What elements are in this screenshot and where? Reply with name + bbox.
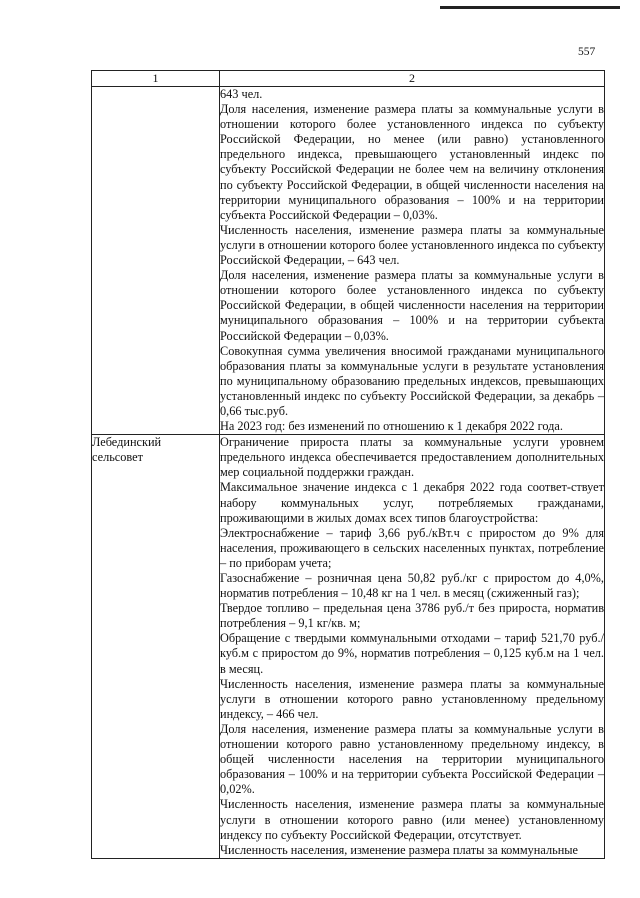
paragraph: Ограничение прироста платы за коммунальные услуги уровнем предельного индекса обеспечивается предоставлением дополнительных мер социальной поддержки граждан. <box>220 435 604 480</box>
table-row <box>92 87 605 435</box>
municipality-name-cell: Лебединский сельсовет <box>92 435 220 859</box>
table-row <box>92 435 605 859</box>
table-header-row <box>92 71 605 87</box>
paragraph: Газоснабжение – розничная цена 50,82 руб./кг с приростом до 4,0%, норматив потребления – 10,48 кг на 1 чел. в месяц (сжиженный газ); <box>220 571 604 601</box>
description-cell <box>220 87 605 435</box>
paragraph: Совокупная сумма увеличения вносимой гражданами муниципального образования платы за коммунальные услуги в результате установления по муниципальному образованию предельных индексов, превышающих установленный индекс по субъекту Российской Федерации, за декабрь – 0,66 тыс.руб. <box>220 343 604 418</box>
paragraph: Доля населения, изменение размера платы за коммунальные услуги в отношении которого более установленного индекса по субъекту Российской Федерации, в общей численности населения на территории муниципального образования – 100% и на территории субъекта Российской Федерации – 0,03%. <box>220 268 604 343</box>
paragraph: Доля населения, изменение размера платы за коммунальные услуги в отношении которого более установленного индекса по субъекту Российской Федерации, но менее (или равно) установленного предельного индекса, превышающего установленный индекс по субъекту Российской Федерации не более чем на величину отклонения по субъекту Российской Федерации, в общей численности населения на территории муниципального образования – 100% и на территории субъекта Российской Федерации – 0,03%. <box>220 102 604 222</box>
paragraph: Максимальное значение индекса с 1 декабря 2022 года соответ-ствует набору коммунальных услуг, потребляемых гражданами, проживающими в жилых домах всех типов благоустройства: <box>220 480 604 525</box>
document-table <box>91 70 605 859</box>
paragraph: Численность населения, изменение размера платы за коммунальные услуги в отношении которого равно (или менее) установленному индексу по субъекту Российской Федерации, отсутствует. <box>220 797 604 842</box>
description-cell <box>220 435 605 859</box>
paragraph: На 2023 год: без изменений по отношению к 1 декабря 2022 года. <box>220 419 563 434</box>
paragraph: Твердое топливо – предельная цена 3786 руб./т без прироста, норматив потребления – 9,1 кг/кв. м; <box>220 601 604 631</box>
paragraph: Обращение с твердыми коммунальными отходами – тариф 521,70 руб./куб.м с приростом до 9%, норматив потребления – 0,125 куб.м на 1 чел. в месяц. <box>220 631 604 676</box>
paragraph: Численность населения, изменение размера платы за коммунальные услуги в отношении которого более установленного индекса по субъекту Российской Федерации, – 643 чел. <box>220 222 604 268</box>
municipality-name-cell <box>92 87 220 435</box>
page-number: 557 <box>578 46 596 58</box>
paragraph: 643 чел. <box>220 87 263 101</box>
column-header: 2 <box>220 71 605 87</box>
paragraph: Электроснабжение – тариф 3,66 руб./кВт.ч с приростом до 9% для населения, проживающего в сельских населенных пунктах, потребление – по приборам учета; <box>220 525 604 570</box>
paragraph: Численность населения, изменение размера платы за коммунальные <box>220 842 578 857</box>
scan-edge-line <box>440 6 620 9</box>
paragraph: Доля населения, изменение размера платы за коммунальные услуги в отношении которого равно установленному предельному индексу, в общей численности населения на территории муниципального образования – 100% и на территории субъекта Российской Федерации – 0,02%. <box>220 721 604 797</box>
column-header: 1 <box>92 71 220 87</box>
paragraph: Численность населения, изменение размера платы за коммунальные услуги в отношении которого равно установленному предельному индексу, – 466 чел. <box>220 676 604 721</box>
